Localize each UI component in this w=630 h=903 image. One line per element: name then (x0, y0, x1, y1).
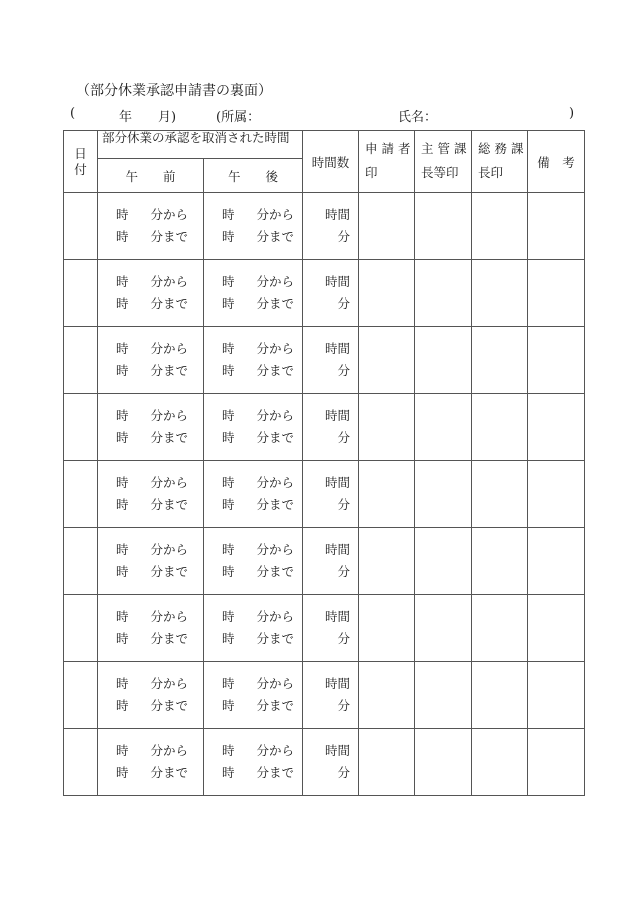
header-general-line-1: 総 務 課 (478, 141, 524, 156)
header-date-char-2: 付 (74, 161, 87, 177)
header-applicant-line-1: 申 請 者 (365, 141, 411, 156)
am-time-cell-from-line (116, 740, 203, 762)
date-cell[interactable] (64, 528, 98, 595)
pm-time-cell-to-line (222, 494, 302, 516)
hours-unit-label: 時間 (325, 408, 351, 423)
hours-unit-label: 時間 (325, 475, 351, 490)
notes-cell[interactable] (528, 327, 585, 394)
document-title: （部分休業承認申請書の裏面） (76, 83, 272, 99)
general-affairs-seal-cell[interactable] (472, 193, 528, 260)
hour-label: 時 (222, 631, 235, 646)
minutes-unit-label: 分 (337, 296, 351, 311)
hour-label: 時 (222, 497, 235, 512)
minute-from-label: 分から (256, 274, 295, 289)
minute-to-label: 分まで (150, 698, 189, 713)
minute-from-label: 分から (256, 341, 295, 356)
pm-time-cell[interactable] (204, 528, 303, 595)
hour-label: 時 (222, 564, 235, 579)
header-chief-seal (415, 131, 472, 193)
pm-time-cell-from-line (222, 606, 302, 628)
minute-to-label: 分まで (256, 229, 295, 244)
pm-time-cell-from-line (222, 740, 302, 762)
date-cell[interactable] (64, 327, 98, 394)
pm-time-cell[interactable] (204, 394, 303, 461)
hour-label: 時 (222, 274, 235, 289)
am-time-cell[interactable] (98, 260, 204, 327)
hour-label: 時 (116, 609, 129, 624)
minute-to-label: 分まで (150, 430, 189, 445)
pm-time-cell-to-line (222, 628, 302, 650)
am-time-cell[interactable] (98, 595, 204, 662)
minute-from-label: 分から (256, 743, 295, 758)
notes-cell[interactable] (528, 595, 585, 662)
am-time-cell-from-line (116, 539, 203, 561)
hour-label: 時 (116, 430, 129, 445)
hours-cell[interactable] (303, 461, 359, 528)
general-affairs-seal-cell[interactable] (472, 260, 528, 327)
am-time-cell-to-line (116, 360, 203, 382)
minute-from-label: 分から (256, 475, 295, 490)
hour-label: 時 (116, 475, 129, 490)
table-row (64, 260, 585, 327)
hours-cell[interactable] (303, 327, 359, 394)
minute-from-label: 分から (256, 207, 295, 222)
hour-label: 時 (222, 609, 235, 624)
table-row (64, 461, 585, 528)
table-row (64, 394, 585, 461)
hour-label: 時 (116, 765, 129, 780)
am-time-cell-to-line (116, 494, 203, 516)
minute-from-label: 分から (150, 542, 189, 557)
minute-to-label: 分まで (150, 564, 189, 579)
hours-cell[interactable] (303, 260, 359, 327)
partial-leave-cancellation-table (63, 130, 585, 796)
table-row (64, 193, 585, 260)
pm-time-cell[interactable] (204, 193, 303, 260)
hours-unit-label: 時間 (325, 542, 351, 557)
table-row (64, 662, 585, 729)
minute-from-label: 分から (150, 341, 189, 356)
hour-label: 時 (222, 341, 235, 356)
pm-time-cell-to-line (222, 360, 302, 382)
am-time-cell-from-line (116, 673, 203, 695)
am-time-cell-from-line (116, 338, 203, 360)
hour-label: 時 (116, 743, 129, 758)
hour-label: 時 (222, 542, 235, 557)
hour-label: 時 (116, 408, 129, 423)
pm-time-cell[interactable] (204, 461, 303, 528)
am-time-cell-to-line (116, 561, 203, 583)
chief-seal-cell[interactable] (415, 260, 472, 327)
hours-unit-label: 時間 (325, 341, 351, 356)
minutes-unit-label: 分 (337, 564, 351, 579)
pm-time-cell-from-line (222, 472, 302, 494)
chief-seal-cell[interactable] (415, 193, 472, 260)
minute-from-label: 分から (150, 408, 189, 423)
minute-to-label: 分まで (150, 765, 189, 780)
minute-from-label: 分から (150, 609, 189, 624)
hour-label: 時 (222, 296, 235, 311)
date-cell[interactable] (64, 595, 98, 662)
minute-to-label: 分まで (256, 698, 295, 713)
applicant-seal-cell[interactable] (359, 327, 415, 394)
pm-time-cell-to-line (222, 427, 302, 449)
am-time-cell-to-line (116, 628, 203, 650)
header-general-line-2: 長印 (478, 165, 504, 180)
minutes-unit-label: 分 (337, 229, 351, 244)
header-hours: 時間数 (303, 131, 359, 193)
minutes-unit-label: 分 (337, 497, 351, 512)
header-chief-line-1: 主 管 課 (421, 141, 467, 156)
minute-to-label: 分まで (150, 631, 189, 646)
applicant-seal-cell[interactable] (359, 528, 415, 595)
general-affairs-seal-cell[interactable] (472, 327, 528, 394)
header-name-label: 氏名： (398, 110, 438, 125)
pm-time-cell-from-line (222, 271, 302, 293)
minute-from-label: 分から (150, 743, 189, 758)
am-time-cell[interactable] (98, 461, 204, 528)
minutes-unit-label: 分 (337, 698, 351, 713)
minute-from-label: 分から (256, 609, 295, 624)
hour-label: 時 (222, 475, 235, 490)
minute-from-label: 分から (150, 274, 189, 289)
header-affiliation-label: (所属： (216, 110, 261, 125)
minute-from-label: 分から (150, 207, 189, 222)
pm-time-cell-to-line (222, 561, 302, 583)
hour-label: 時 (222, 765, 235, 780)
pm-time-cell[interactable] (204, 595, 303, 662)
hour-label: 時 (116, 564, 129, 579)
hours-cell[interactable] (303, 595, 359, 662)
minute-to-label: 分まで (256, 765, 295, 780)
notes-cell[interactable] (528, 193, 585, 260)
hours-unit-label: 時間 (325, 207, 351, 222)
minute-from-label: 分から (256, 676, 295, 691)
header-date-char-1: 日 (74, 145, 87, 161)
hour-label: 時 (222, 229, 235, 244)
header-am: 午 前 (98, 159, 204, 193)
am-time-cell-to-line (116, 226, 203, 248)
minutes-unit-label: 分 (337, 765, 351, 780)
pm-time-cell-from-line (222, 405, 302, 427)
header-applicant-line-2: 印 (365, 165, 378, 180)
header-month-label: 月) (158, 110, 177, 125)
chief-seal-cell[interactable] (415, 394, 472, 461)
header-row (64, 131, 585, 159)
general-affairs-seal-cell[interactable] (472, 729, 528, 796)
minute-to-label: 分まで (150, 296, 189, 311)
applicant-seal-cell[interactable] (359, 394, 415, 461)
minute-to-label: 分まで (256, 296, 295, 311)
applicant-seal-cell[interactable] (359, 193, 415, 260)
hours-unit-label: 時間 (325, 274, 351, 289)
am-time-cell[interactable] (98, 193, 204, 260)
hour-label: 時 (116, 698, 129, 713)
hours-cell[interactable] (303, 528, 359, 595)
pm-time-cell-from-line (222, 338, 302, 360)
general-affairs-seal-cell[interactable] (472, 394, 528, 461)
minute-from-label: 分から (256, 542, 295, 557)
pm-time-cell-from-line (222, 204, 302, 226)
minute-to-label: 分まで (150, 229, 189, 244)
applicant-seal-cell[interactable] (359, 260, 415, 327)
chief-seal-cell[interactable] (415, 729, 472, 796)
am-time-cell[interactable] (98, 662, 204, 729)
date-cell[interactable] (64, 729, 98, 796)
header-date (64, 131, 98, 193)
pm-time-cell-from-line (222, 673, 302, 695)
hours-cell[interactable] (303, 394, 359, 461)
hour-label: 時 (116, 229, 129, 244)
header-close-paren: ) (569, 106, 575, 121)
table-row (64, 528, 585, 595)
general-affairs-seal-cell[interactable] (472, 662, 528, 729)
minute-to-label: 分まで (256, 363, 295, 378)
pm-time-cell-to-line (222, 293, 302, 315)
hour-label: 時 (116, 497, 129, 512)
am-time-cell-to-line (116, 762, 203, 784)
hours-unit-label: 時間 (325, 743, 351, 758)
am-time-cell[interactable] (98, 729, 204, 796)
header-year-label: 年 (119, 110, 133, 125)
date-cell[interactable] (64, 193, 98, 260)
table-row (64, 327, 585, 394)
pm-time-cell[interactable] (204, 327, 303, 394)
header-general-affairs-seal (472, 131, 528, 193)
minute-from-label: 分から (256, 408, 295, 423)
notes-cell[interactable] (528, 528, 585, 595)
date-cell[interactable] (64, 394, 98, 461)
general-affairs-seal-cell[interactable] (472, 595, 528, 662)
hour-label: 時 (116, 296, 129, 311)
pm-time-cell-to-line (222, 762, 302, 784)
applicant-seal-cell[interactable] (359, 729, 415, 796)
table-row (64, 729, 585, 796)
minute-from-label: 分から (150, 475, 189, 490)
pm-time-cell-from-line (222, 539, 302, 561)
hour-label: 時 (116, 274, 129, 289)
hour-label: 時 (222, 743, 235, 758)
pm-time-cell[interactable] (204, 260, 303, 327)
hour-label: 時 (222, 408, 235, 423)
hours-cell[interactable] (303, 729, 359, 796)
header-notes: 備 考 (528, 131, 585, 193)
hour-label: 時 (116, 542, 129, 557)
am-time-cell-to-line (116, 695, 203, 717)
minutes-unit-label: 分 (337, 430, 351, 445)
header-applicant-seal (359, 131, 415, 193)
header-chief-line-2: 長等印 (421, 165, 459, 180)
hour-label: 時 (116, 207, 129, 222)
hour-label: 時 (222, 430, 235, 445)
hours-unit-label: 時間 (325, 609, 351, 624)
header-cancelled-time: 部分休業の承認を取消された時間 (98, 131, 303, 159)
pm-time-cell[interactable] (204, 729, 303, 796)
date-cell[interactable] (64, 461, 98, 528)
notes-cell[interactable] (528, 394, 585, 461)
am-time-cell[interactable] (98, 528, 204, 595)
am-time-cell[interactable] (98, 394, 204, 461)
notes-cell[interactable] (528, 729, 585, 796)
hour-label: 時 (116, 363, 129, 378)
notes-cell[interactable] (528, 260, 585, 327)
chief-seal-cell[interactable] (415, 327, 472, 394)
hours-cell[interactable] (303, 193, 359, 260)
pm-time-cell[interactable] (204, 662, 303, 729)
minute-to-label: 分まで (256, 430, 295, 445)
chief-seal-cell[interactable] (415, 528, 472, 595)
date-cell[interactable] (64, 662, 98, 729)
hours-cell[interactable] (303, 662, 359, 729)
minute-from-label: 分から (150, 676, 189, 691)
notes-cell[interactable] (528, 662, 585, 729)
minute-to-label: 分まで (256, 564, 295, 579)
hours-unit-label: 時間 (325, 676, 351, 691)
am-time-cell-from-line (116, 405, 203, 427)
general-affairs-seal-cell[interactable] (472, 461, 528, 528)
hour-label: 時 (222, 676, 235, 691)
am-time-cell-to-line (116, 293, 203, 315)
am-time-cell-from-line (116, 472, 203, 494)
pm-time-cell-to-line (222, 695, 302, 717)
hour-label: 時 (116, 631, 129, 646)
minute-to-label: 分まで (256, 631, 295, 646)
notes-cell[interactable] (528, 461, 585, 528)
header-pm: 午 後 (204, 159, 303, 193)
am-time-cell-from-line (116, 606, 203, 628)
applicant-seal-cell[interactable] (359, 662, 415, 729)
am-time-cell-to-line (116, 427, 203, 449)
applicant-seal-cell[interactable] (359, 595, 415, 662)
date-cell[interactable] (64, 260, 98, 327)
hour-label: 時 (222, 207, 235, 222)
minutes-unit-label: 分 (337, 631, 351, 646)
minute-to-label: 分まで (256, 497, 295, 512)
minute-to-label: 分まで (150, 363, 189, 378)
hour-label: 時 (116, 676, 129, 691)
pm-time-cell-to-line (222, 226, 302, 248)
hour-label: 時 (222, 698, 235, 713)
am-time-cell-from-line (116, 204, 203, 226)
chief-seal-cell[interactable] (415, 662, 472, 729)
table-row (64, 595, 585, 662)
chief-seal-cell[interactable] (415, 461, 472, 528)
general-affairs-seal-cell[interactable] (472, 528, 528, 595)
header-open-paren: ( (70, 106, 76, 121)
chief-seal-cell[interactable] (415, 595, 472, 662)
am-time-cell-from-line (116, 271, 203, 293)
minute-to-label: 分まで (150, 497, 189, 512)
hour-label: 時 (116, 341, 129, 356)
am-time-cell[interactable] (98, 327, 204, 394)
minutes-unit-label: 分 (337, 363, 351, 378)
applicant-seal-cell[interactable] (359, 461, 415, 528)
hour-label: 時 (222, 363, 235, 378)
